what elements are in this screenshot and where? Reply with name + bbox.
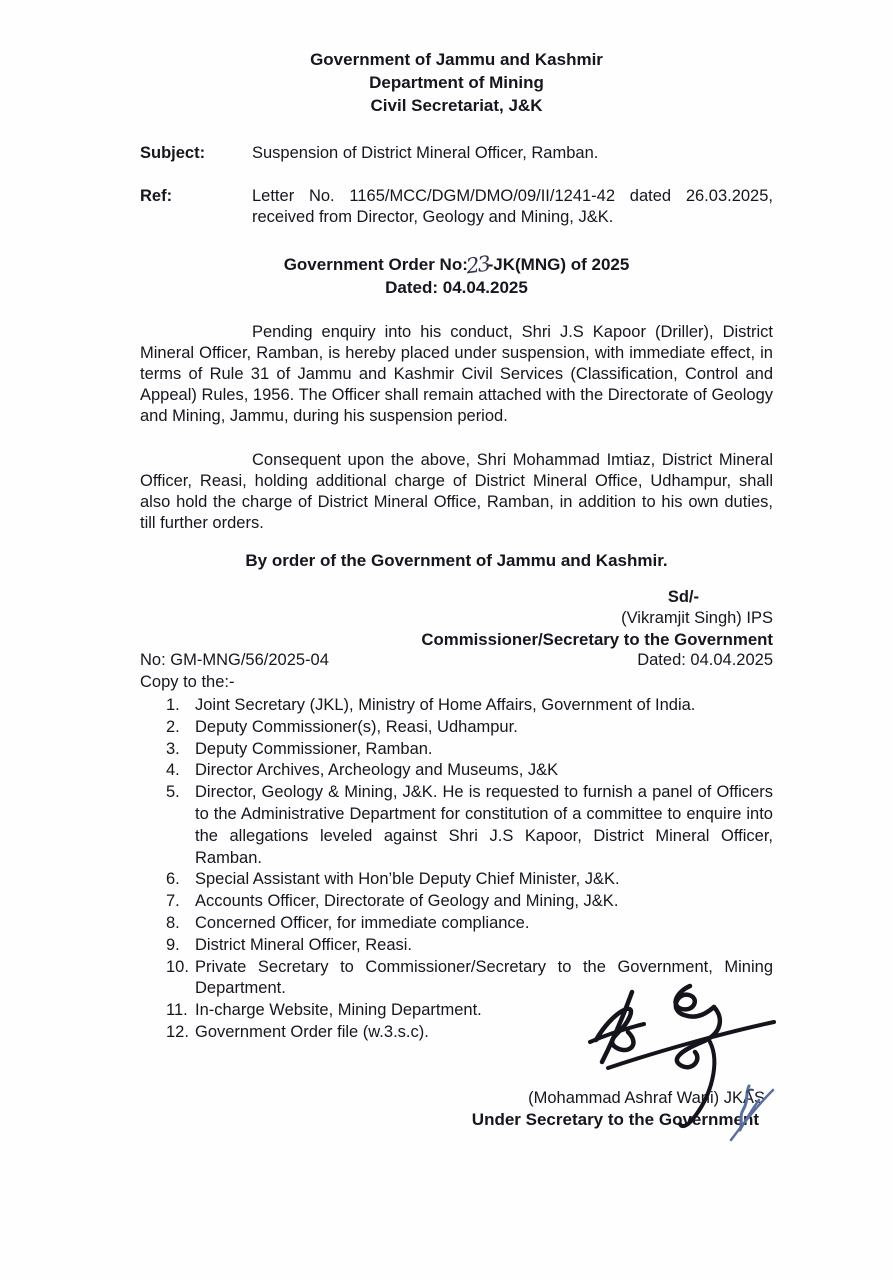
order-heading — [140, 252, 773, 299]
order-number-prefix: Government Order No: — [283, 255, 468, 274]
reference-line — [140, 650, 773, 671]
item-text: Special Assistant with Hon’ble Deputy Chief Minister, J&K. — [195, 870, 620, 889]
letterhead-line-3: Civil Secretariat, J&K — [370, 96, 543, 115]
ref-text: Letter No. 1165/MCC/DGM/DMO/09/II/1241-42 dated 26.03.2025, received from Director, Geology and Mining, J&K. — [252, 187, 773, 226]
letterhead — [140, 48, 773, 117]
list-item — [140, 1000, 773, 1022]
file-date: Dated: 04.04.2025 — [637, 651, 773, 669]
item-number: 1. — [166, 696, 180, 714]
item-number: 6. — [166, 870, 180, 889]
subject-row — [140, 143, 773, 164]
item-text: Private Secretary to Commissioner/Secretary to the Government, Mining Department. — [195, 957, 773, 998]
subject-text: Suspension of District Mineral Officer, Ramban. — [252, 144, 599, 162]
signatory-title: Commissioner/Secretary to the Government — [421, 630, 773, 649]
item-number: 2. — [166, 717, 180, 736]
list-item — [140, 717, 773, 739]
item-text: Director Archives, Archeology and Museums, J&K — [195, 761, 559, 780]
letterhead-line-2: Department of Mining — [369, 73, 544, 92]
item-number: 12. — [166, 1022, 189, 1041]
under-secretary-title: Under Secretary to the Government — [471, 1109, 759, 1129]
item-text: Director, Geology & Mining, J&K. He is requested to furnish a panel of Officers to the Administrative Department for constitution of a committee to enquire into the allegations leveled against Shri J.S Kapoor, District Mineral Officer, Ramban. — [195, 783, 773, 867]
item-text: Joint Secretary (JKL), Ministry of Home Affairs, Government of India. — [195, 696, 696, 714]
item-text: Concerned Officer, for immediate compliance. — [195, 913, 530, 932]
item-number: 8. — [166, 913, 180, 932]
list-item — [140, 695, 773, 717]
item-text: Deputy Commissioner(s), Reasi, Udhampur. — [195, 717, 518, 736]
item-text: In-charge Website, Mining Department. — [195, 1001, 482, 1020]
order-date: Dated: 04.04.2025 — [385, 278, 528, 297]
signatory-name: (Vikramjit Singh) IPS — [621, 609, 773, 627]
signatory-block — [140, 587, 773, 650]
item-number: 11. — [166, 1001, 188, 1020]
sd-mark: Sd/- — [667, 588, 699, 606]
item-text: Deputy Commissioner, Ramban. — [195, 739, 433, 758]
item-number: 7. — [166, 892, 180, 911]
letterhead-line-1: Government of Jammu and Kashmir — [310, 50, 603, 69]
item-text: Government Order file (w.3.s.c). — [195, 1022, 429, 1041]
copy-to-list — [140, 695, 773, 1044]
under-secretary-name: (Mohammad Ashraf Wani) JKAS — [528, 1088, 765, 1107]
file-number: No: GM-MNG/56/2025-04 — [140, 651, 329, 669]
subject-label: Subject: — [140, 144, 206, 162]
by-order-line: By order of the Government of Jammu and Kashmir. — [245, 551, 668, 570]
item-number: 3. — [166, 739, 180, 758]
copy-to-label: Copy to the:- — [140, 673, 235, 691]
handwritten-order-number: 23 — [464, 251, 491, 279]
item-number: 9. — [166, 935, 180, 954]
ref-row — [140, 186, 773, 228]
item-number: 5. — [166, 783, 180, 802]
list-item — [140, 891, 773, 913]
list-item — [140, 739, 773, 761]
list-item — [140, 935, 773, 957]
body-paragraph-2: Consequent upon the above, Shri Mohammad Imtiaz, District Mineral Officer, Reasi, holding additional charge of District Mineral Office, Udhampur, shall also hold the charge of District Mineral Office, Ramban, in addition to his own duties, till further orders. — [140, 451, 773, 532]
list-item — [140, 913, 773, 935]
list-item — [140, 957, 773, 1001]
ref-label: Ref: — [140, 187, 173, 205]
order-number-line — [140, 251, 773, 279]
list-item — [140, 782, 773, 869]
item-text: District Mineral Officer, Reasi. — [195, 935, 412, 954]
list-item — [140, 760, 773, 782]
list-item — [140, 1022, 773, 1044]
item-text: Accounts Officer, Directorate of Geology and Mining, J&K. — [195, 892, 619, 911]
item-number: 4. — [166, 761, 180, 780]
item-number: 10. — [166, 957, 189, 976]
under-secretary-block — [140, 1088, 773, 1130]
order-number-suffix: -JK(MNG) of 2025 — [487, 255, 630, 274]
body-paragraph-1: Pending enquiry into his conduct, Shri J.S Kapoor (Driller), District Mineral Officer, Ramban, is hereby placed under suspension, with immediate effect, in terms of Rule 31 of Jammu and Kashmir Civil Services (Classification, Control and Appeal) Rules, 1956. The Officer shall remain attached with the Directorate of Geology and Mining, Jammu, during his suspension period. — [140, 323, 773, 425]
list-item — [140, 869, 773, 891]
